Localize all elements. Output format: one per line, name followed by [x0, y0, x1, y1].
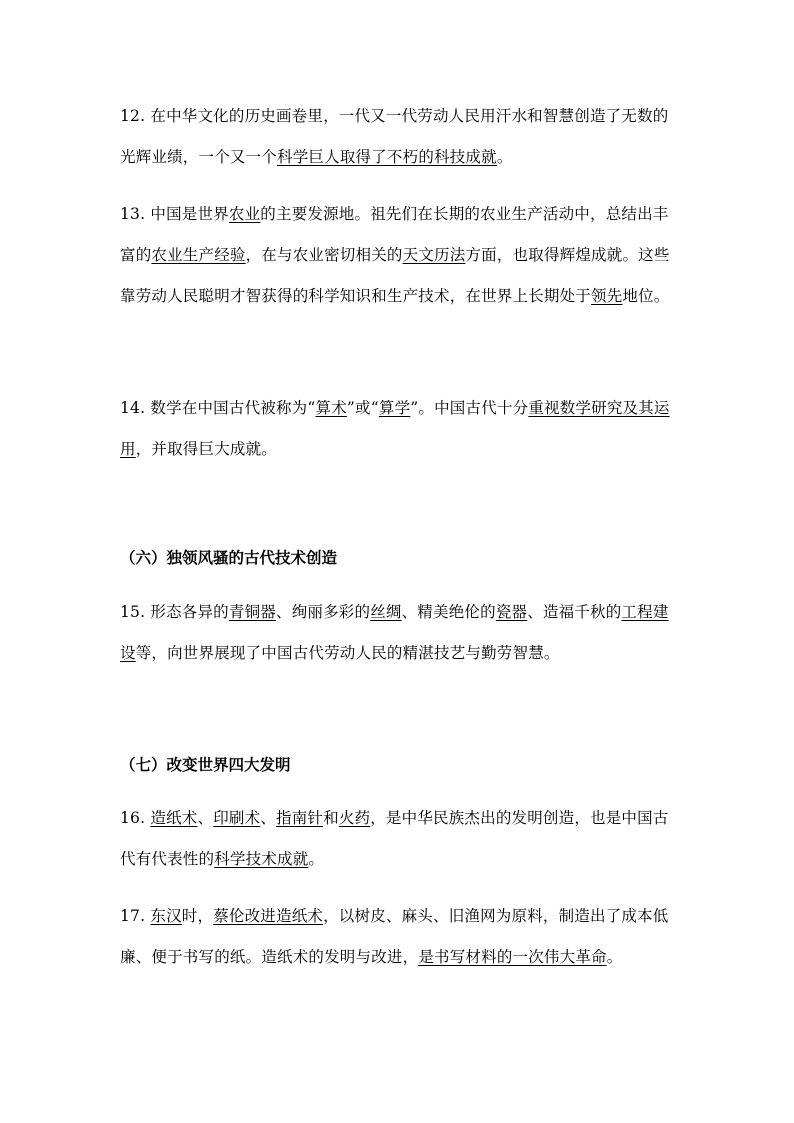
text-segment: 的主要发源地。祖先们在长期的农业生产活动中，总结出丰富的	[120, 205, 669, 264]
underlined-key-term: 算学	[378, 399, 411, 417]
text-segment: 。	[308, 850, 325, 868]
underlined-key-term: 算术	[315, 399, 347, 417]
text-segment: 。	[496, 148, 513, 166]
text-segment: ”。中国古代十分	[410, 399, 529, 417]
paragraph-16	[120, 798, 676, 880]
underlined-key-term: 工程建设	[120, 603, 669, 662]
underlined-key-term: 是书写材料的一次伟大革命	[418, 948, 607, 966]
underlined-key-term: 科学技术成就	[214, 850, 309, 868]
text-segment: 和	[323, 809, 339, 827]
text-segment: 17.	[120, 907, 151, 925]
underlined-key-term: 瓷器	[495, 603, 528, 621]
text-segment: 地位。	[622, 287, 670, 305]
paragraph-17	[120, 896, 676, 978]
underlined-key-term: 天文历法	[402, 246, 466, 264]
underlined-key-term: 重视数学研究及其运用	[120, 399, 670, 458]
text-segment: 12. 在中华文化的历史画卷里，一代又一代劳动人民用汗水和智慧创造了无数的光辉业绩，一个又一个	[120, 107, 669, 166]
underlined-key-term: 科学巨人取得了不朽的科技成就	[277, 148, 497, 166]
underlined-key-term: 东汉	[150, 907, 182, 925]
text-segment: 、	[197, 809, 214, 827]
text-segment: 13. 中国是世界	[120, 205, 229, 223]
text-segment: 。	[606, 948, 623, 966]
underlined-key-term: 领先	[591, 287, 623, 305]
paragraph-14	[120, 388, 676, 470]
section-heading-7: （七）改变世界四大发明	[120, 755, 291, 774]
underlined-key-term: 农业生产经验	[151, 246, 246, 264]
text-segment: 、	[260, 809, 277, 827]
underlined-key-term: 造纸术	[150, 809, 198, 827]
underlined-key-term: 火药	[338, 809, 371, 827]
underlined-key-term: 青铜器	[228, 603, 276, 621]
underlined-key-term: 印刷术	[213, 809, 261, 827]
underlined-key-term: 农业	[228, 205, 261, 223]
text-segment: 16.	[120, 809, 151, 827]
text-segment: 、绚丽多彩的	[276, 603, 371, 621]
text-segment: ，以树皮、麻头、旧渔网为原料，制造出了成本低廉、便于书写的纸。造纸术的发明与改进，	[120, 907, 669, 966]
text-segment: 、精美绝伦的	[401, 603, 496, 621]
paragraph-15	[120, 592, 676, 674]
underlined-key-term: 指南针	[276, 809, 324, 827]
paragraph-13	[120, 194, 676, 317]
text-segment: 14. 数学在中国古代被称为“	[120, 399, 316, 417]
text-segment: 等，向世界展现了中国古代劳动人民的精湛技艺与勤劳智慧。	[135, 644, 560, 662]
text-segment: ，并取得巨大成就。	[135, 440, 278, 458]
section-heading-6: （六）独领风骚的古代技术创造	[120, 548, 338, 567]
text-segment: 、造福千秋的	[527, 603, 622, 621]
text-segment: ，在与农业密切相关的	[245, 246, 403, 264]
paragraph-12	[120, 96, 676, 178]
underlined-key-term: 丝绸	[370, 603, 402, 621]
text-segment: ”或“	[346, 399, 379, 417]
underlined-key-term: 蔡伦改进造纸术	[213, 907, 324, 925]
text-segment: 方面，也取得辉煌成就。这些靠劳动人民聪明才智获得的科学知识和生产技术，在世界上长期处于	[120, 246, 670, 305]
text-segment: 15. 形态各异的	[120, 603, 229, 621]
text-segment: 时，	[181, 907, 214, 925]
text-segment: ，是中华民族杰出的发明创造，也是中国古代有代表性的	[120, 809, 669, 868]
